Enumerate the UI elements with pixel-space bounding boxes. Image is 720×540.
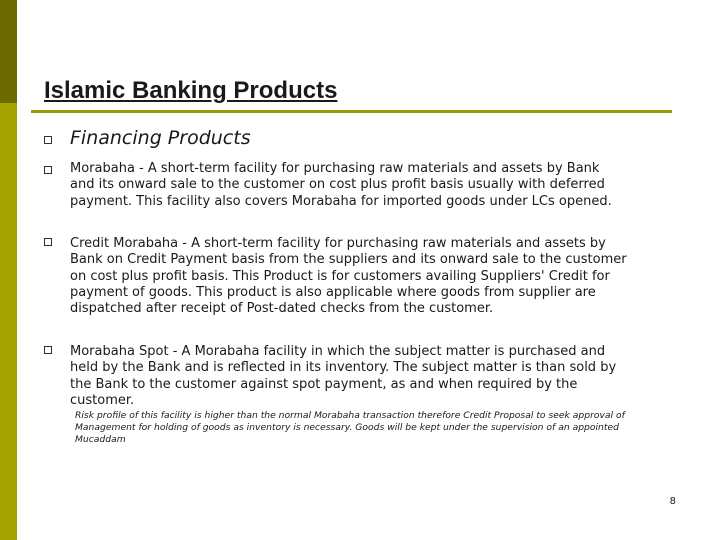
financing-products-heading: Financing Products: [70, 127, 251, 149]
credit-morabaha-item: Credit Morabaha - A short-term facility for purchasing raw materials and assets by Bank on Credit Payment basis from the suppliers and its onward sale to the customer on cost plus profit basis. This Product is for customers availing Suppliers' Credit for payment of goods. This product is also applicable where goods from supplier are dispatched after receipt of Post-dated checks from the customer.: [70, 236, 627, 317]
bullet-icon: [44, 166, 52, 174]
page-number: 8: [669, 496, 676, 507]
bullet-icon: [44, 238, 52, 246]
side-bar-dark: [0, 0, 17, 103]
bullet-icon: [44, 346, 52, 354]
bullet-icon: [44, 136, 52, 144]
morabaha-item: Morabaha - A short-term facility for purchasing raw materials and assets by Bank and its onward sale to the customer on cost plus profit basis usually with deferred payment. This facility also covers Morabaha for imported goods under LCs opened.: [70, 161, 612, 209]
side-bar-light: [0, 103, 17, 540]
risk-profile-note: Risk profile of this facility is higher than the normal Morabaha transaction therefore Credit Proposal to seek approval of Management for holding of goods as inventory is necessary. Goods will be kept under the supervision of an appointed Mucaddam: [75, 410, 625, 445]
slide-title: Islamic Banking Products: [44, 77, 338, 104]
title-divider: [31, 110, 672, 113]
morabaha-spot-item: Morabaha Spot - A Morabaha facility in which the subject matter is purchased and held by the Bank and is reflected in its inventory. The subject matter is than sold by the Bank to the customer against spot payment, as and when required by the customer.: [70, 344, 617, 408]
